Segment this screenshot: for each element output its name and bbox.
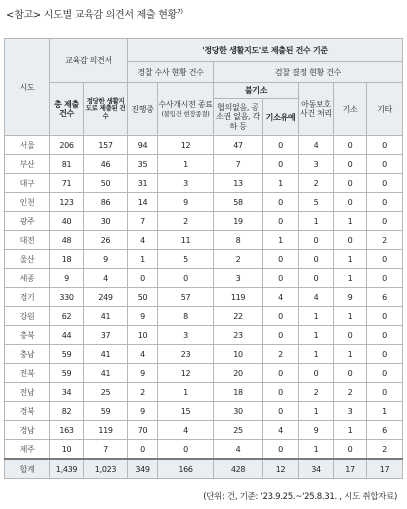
value-cell: 23 bbox=[214, 326, 263, 345]
value-cell: 206 bbox=[50, 136, 84, 155]
value-cell: 25 bbox=[214, 421, 263, 440]
table-row bbox=[5, 136, 403, 155]
value-cell: 6 bbox=[367, 288, 403, 307]
value-cell: 9 bbox=[50, 269, 84, 288]
value-cell: 0 bbox=[263, 212, 299, 231]
value-cell: 71 bbox=[50, 174, 84, 193]
value-cell: 31 bbox=[128, 174, 158, 193]
table-row bbox=[5, 383, 403, 402]
header-other: 기타 bbox=[367, 83, 403, 136]
value-cell: 1 bbox=[299, 307, 334, 326]
value-cell: 12 bbox=[263, 459, 299, 479]
value-cell: 2 bbox=[263, 345, 299, 364]
region-cell: 대구 bbox=[5, 174, 50, 193]
value-cell: 0 bbox=[263, 402, 299, 421]
table-row bbox=[5, 193, 403, 212]
page-title bbox=[6, 6, 183, 21]
value-cell: 0 bbox=[263, 136, 299, 155]
region-cell: 경기 bbox=[5, 288, 50, 307]
table-row bbox=[5, 269, 403, 288]
value-cell: 22 bbox=[214, 307, 263, 326]
value-cell: 5 bbox=[299, 193, 334, 212]
value-cell: 2 bbox=[299, 383, 334, 402]
value-cell: 119 bbox=[84, 421, 128, 440]
value-cell: 1 bbox=[334, 269, 367, 288]
header-indict: 기소 bbox=[334, 83, 367, 136]
value-cell: 1 bbox=[334, 345, 367, 364]
value-cell: 1 bbox=[299, 402, 334, 421]
value-cell: 3 bbox=[299, 155, 334, 174]
header-total-submitted: 총 제출 건수 bbox=[50, 83, 84, 136]
region-cell: 제주 bbox=[5, 440, 50, 460]
unit-note: (단위: 건, 기준: '23.9.25.~'25.8.31. , 시도 취합자료) bbox=[203, 492, 397, 502]
value-cell: 57 bbox=[158, 288, 214, 307]
value-cell: 123 bbox=[50, 193, 84, 212]
region-cell: 세종 bbox=[5, 269, 50, 288]
value-cell: 48 bbox=[50, 231, 84, 250]
header-non-indict: 불기소 bbox=[214, 83, 299, 99]
value-cell: 62 bbox=[50, 307, 84, 326]
value-cell: 2 bbox=[367, 231, 403, 250]
value-cell: 4 bbox=[299, 288, 334, 307]
table-row bbox=[5, 364, 403, 383]
value-cell: 10 bbox=[128, 326, 158, 345]
header-legit-group: '정당한 생활지도'로 제출된 건수 기준 bbox=[128, 39, 403, 62]
table-row bbox=[5, 212, 403, 231]
header-prosecution-group: 검찰 결정 현황 건수 bbox=[214, 62, 403, 83]
value-cell: 4 bbox=[263, 288, 299, 307]
value-cell: 0 bbox=[334, 440, 367, 460]
value-cell: 1 bbox=[334, 250, 367, 269]
value-cell: 0 bbox=[263, 440, 299, 460]
value-cell: 0 bbox=[299, 250, 334, 269]
value-cell: 19 bbox=[214, 212, 263, 231]
table-row bbox=[5, 402, 403, 421]
value-cell: 7 bbox=[128, 212, 158, 231]
header-opinion-group: 교육감 의견서 bbox=[50, 39, 128, 83]
region-cell: 경북 bbox=[5, 402, 50, 421]
value-cell: 1 bbox=[158, 155, 214, 174]
value-cell: 9 bbox=[334, 288, 367, 307]
value-cell: 0 bbox=[367, 326, 403, 345]
value-cell: 20 bbox=[214, 364, 263, 383]
table-row bbox=[5, 155, 403, 174]
table-row bbox=[5, 231, 403, 250]
value-cell: 7 bbox=[214, 155, 263, 174]
value-cell: 41 bbox=[84, 364, 128, 383]
header-in-progress: 진행중 bbox=[128, 83, 158, 136]
header-closed-label: 수사개시전 종료 bbox=[158, 99, 213, 109]
value-cell: 0 bbox=[263, 326, 299, 345]
header-non-indict-reason: 협의없음, 공소권 없음, 각하 등 bbox=[214, 99, 263, 136]
header-child-protection: 아동보호 사건 처리 bbox=[299, 83, 334, 136]
table-row bbox=[5, 288, 403, 307]
value-cell: 0 bbox=[334, 326, 367, 345]
value-cell: 37 bbox=[84, 326, 128, 345]
value-cell: 1 bbox=[158, 383, 214, 402]
value-cell: 1 bbox=[334, 421, 367, 440]
value-cell: 86 bbox=[84, 193, 128, 212]
value-cell: 163 bbox=[50, 421, 84, 440]
table-row bbox=[5, 440, 403, 460]
value-cell: 0 bbox=[128, 269, 158, 288]
value-cell: 0 bbox=[367, 212, 403, 231]
value-cell: 0 bbox=[263, 383, 299, 402]
value-cell: 7 bbox=[84, 440, 128, 460]
value-cell: 59 bbox=[84, 402, 128, 421]
table-row bbox=[5, 421, 403, 440]
value-cell: 18 bbox=[50, 250, 84, 269]
value-cell: 81 bbox=[50, 155, 84, 174]
region-cell: 충북 bbox=[5, 326, 50, 345]
region-cell: 합계 bbox=[5, 459, 50, 479]
value-cell: 4 bbox=[299, 136, 334, 155]
value-cell: 25 bbox=[84, 383, 128, 402]
region-cell: 서울 bbox=[5, 136, 50, 155]
value-cell: 0 bbox=[263, 364, 299, 383]
value-cell: 166 bbox=[158, 459, 214, 479]
value-cell: 94 bbox=[128, 136, 158, 155]
value-cell: 0 bbox=[334, 136, 367, 155]
value-cell: 4 bbox=[263, 421, 299, 440]
value-cell: 3 bbox=[158, 326, 214, 345]
value-cell: 1,023 bbox=[84, 459, 128, 479]
region-cell: 전북 bbox=[5, 364, 50, 383]
value-cell: 40 bbox=[50, 212, 84, 231]
value-cell: 0 bbox=[158, 440, 214, 460]
value-cell: 41 bbox=[84, 345, 128, 364]
value-cell: 330 bbox=[50, 288, 84, 307]
total-row bbox=[5, 459, 403, 479]
value-cell: 0 bbox=[263, 307, 299, 326]
region-cell: 부산 bbox=[5, 155, 50, 174]
value-cell: 0 bbox=[334, 155, 367, 174]
region-cell: 광주 bbox=[5, 212, 50, 231]
value-cell: 0 bbox=[367, 250, 403, 269]
value-cell: 119 bbox=[214, 288, 263, 307]
value-cell: 1 bbox=[299, 345, 334, 364]
value-cell: 0 bbox=[367, 269, 403, 288]
value-cell: 0 bbox=[367, 174, 403, 193]
value-cell: 2 bbox=[334, 383, 367, 402]
value-cell: 4 bbox=[128, 345, 158, 364]
value-cell: 0 bbox=[299, 231, 334, 250]
value-cell: 2 bbox=[158, 212, 214, 231]
value-cell: 10 bbox=[50, 440, 84, 460]
header-region: 시도 bbox=[5, 39, 50, 136]
value-cell: 4 bbox=[84, 269, 128, 288]
region-cell: 경남 bbox=[5, 421, 50, 440]
value-cell: 9 bbox=[299, 421, 334, 440]
value-cell: 0 bbox=[263, 269, 299, 288]
value-cell: 58 bbox=[214, 193, 263, 212]
table-body bbox=[5, 136, 403, 479]
value-cell: 14 bbox=[128, 193, 158, 212]
value-cell: 15 bbox=[158, 402, 214, 421]
value-cell: 1 bbox=[128, 250, 158, 269]
value-cell: 2 bbox=[128, 383, 158, 402]
value-cell: 0 bbox=[367, 136, 403, 155]
value-cell: 34 bbox=[299, 459, 334, 479]
value-cell: 13 bbox=[214, 174, 263, 193]
value-cell: 0 bbox=[158, 269, 214, 288]
title-text: <참고> 시도별 교육감 의견서 제출 현황 bbox=[6, 10, 177, 21]
value-cell: 3 bbox=[158, 174, 214, 193]
value-cell: 1 bbox=[299, 212, 334, 231]
value-cell: 0 bbox=[299, 269, 334, 288]
value-cell: 5 bbox=[158, 250, 214, 269]
value-cell: 59 bbox=[50, 345, 84, 364]
value-cell: 428 bbox=[214, 459, 263, 479]
region-cell: 인천 bbox=[5, 193, 50, 212]
status-table bbox=[4, 38, 403, 479]
value-cell: 30 bbox=[214, 402, 263, 421]
value-cell: 0 bbox=[367, 383, 403, 402]
value-cell: 4 bbox=[128, 231, 158, 250]
value-cell: 2 bbox=[299, 174, 334, 193]
value-cell: 4 bbox=[158, 421, 214, 440]
value-cell: 59 bbox=[50, 364, 84, 383]
value-cell: 1 bbox=[263, 174, 299, 193]
value-cell: 17 bbox=[367, 459, 403, 479]
value-cell: 0 bbox=[367, 345, 403, 364]
value-cell: 0 bbox=[263, 155, 299, 174]
value-cell: 10 bbox=[214, 345, 263, 364]
value-cell: 157 bbox=[84, 136, 128, 155]
value-cell: 82 bbox=[50, 402, 84, 421]
value-cell: 18 bbox=[214, 383, 263, 402]
table-row bbox=[5, 345, 403, 364]
header-closed-note: (불입건 현장종결) bbox=[161, 109, 210, 118]
value-cell: 1 bbox=[367, 402, 403, 421]
value-cell: 8 bbox=[214, 231, 263, 250]
value-cell: 8 bbox=[158, 307, 214, 326]
title-footnote-mark: 7) bbox=[176, 8, 183, 16]
table-row bbox=[5, 307, 403, 326]
value-cell: 1 bbox=[299, 326, 334, 345]
table-row bbox=[5, 326, 403, 345]
value-cell: 47 bbox=[214, 136, 263, 155]
value-cell: 41 bbox=[84, 307, 128, 326]
value-cell: 11 bbox=[158, 231, 214, 250]
value-cell: 0 bbox=[367, 193, 403, 212]
value-cell: 6 bbox=[367, 421, 403, 440]
value-cell: 0 bbox=[263, 250, 299, 269]
value-cell: 1 bbox=[263, 231, 299, 250]
region-cell: 강원 bbox=[5, 307, 50, 326]
table-row bbox=[5, 174, 403, 193]
value-cell: 2 bbox=[367, 440, 403, 460]
value-cell: 30 bbox=[84, 212, 128, 231]
table-row bbox=[5, 250, 403, 269]
header-police-group: 경찰 수사 현황 건수 bbox=[128, 62, 214, 83]
value-cell: 1 bbox=[334, 307, 367, 326]
value-cell: 249 bbox=[84, 288, 128, 307]
value-cell: 9 bbox=[128, 364, 158, 383]
value-cell: 0 bbox=[334, 364, 367, 383]
value-cell: 9 bbox=[128, 402, 158, 421]
value-cell: 0 bbox=[128, 440, 158, 460]
value-cell: 0 bbox=[367, 364, 403, 383]
region-cell: 울산 bbox=[5, 250, 50, 269]
value-cell: 0 bbox=[334, 231, 367, 250]
value-cell: 9 bbox=[128, 307, 158, 326]
value-cell: 46 bbox=[84, 155, 128, 174]
value-cell: 44 bbox=[50, 326, 84, 345]
value-cell: 50 bbox=[128, 288, 158, 307]
value-cell: 17 bbox=[334, 459, 367, 479]
value-cell: 1,439 bbox=[50, 459, 84, 479]
region-cell: 대전 bbox=[5, 231, 50, 250]
value-cell: 2 bbox=[214, 250, 263, 269]
value-cell: 70 bbox=[128, 421, 158, 440]
value-cell: 12 bbox=[158, 136, 214, 155]
value-cell: 349 bbox=[128, 459, 158, 479]
value-cell: 3 bbox=[334, 402, 367, 421]
value-cell: 0 bbox=[263, 193, 299, 212]
value-cell: 4 bbox=[214, 440, 263, 460]
value-cell: 12 bbox=[158, 364, 214, 383]
value-cell: 26 bbox=[84, 231, 128, 250]
value-cell: 1 bbox=[299, 440, 334, 460]
value-cell: 0 bbox=[299, 364, 334, 383]
header-legit-submitted: 정당한 생활지도로 제출된 건수 bbox=[84, 83, 128, 136]
value-cell: 0 bbox=[334, 174, 367, 193]
value-cell: 3 bbox=[214, 269, 263, 288]
region-cell: 충남 bbox=[5, 345, 50, 364]
region-cell: 전남 bbox=[5, 383, 50, 402]
value-cell: 23 bbox=[158, 345, 214, 364]
value-cell: 50 bbox=[84, 174, 128, 193]
value-cell: 0 bbox=[367, 307, 403, 326]
header-suspended: 기소유예 bbox=[263, 99, 299, 136]
value-cell: 1 bbox=[334, 212, 367, 231]
header-closed bbox=[158, 83, 214, 136]
value-cell: 0 bbox=[367, 155, 403, 174]
value-cell: 0 bbox=[334, 193, 367, 212]
value-cell: 35 bbox=[128, 155, 158, 174]
value-cell: 34 bbox=[50, 383, 84, 402]
value-cell: 9 bbox=[84, 250, 128, 269]
value-cell: 9 bbox=[158, 193, 214, 212]
